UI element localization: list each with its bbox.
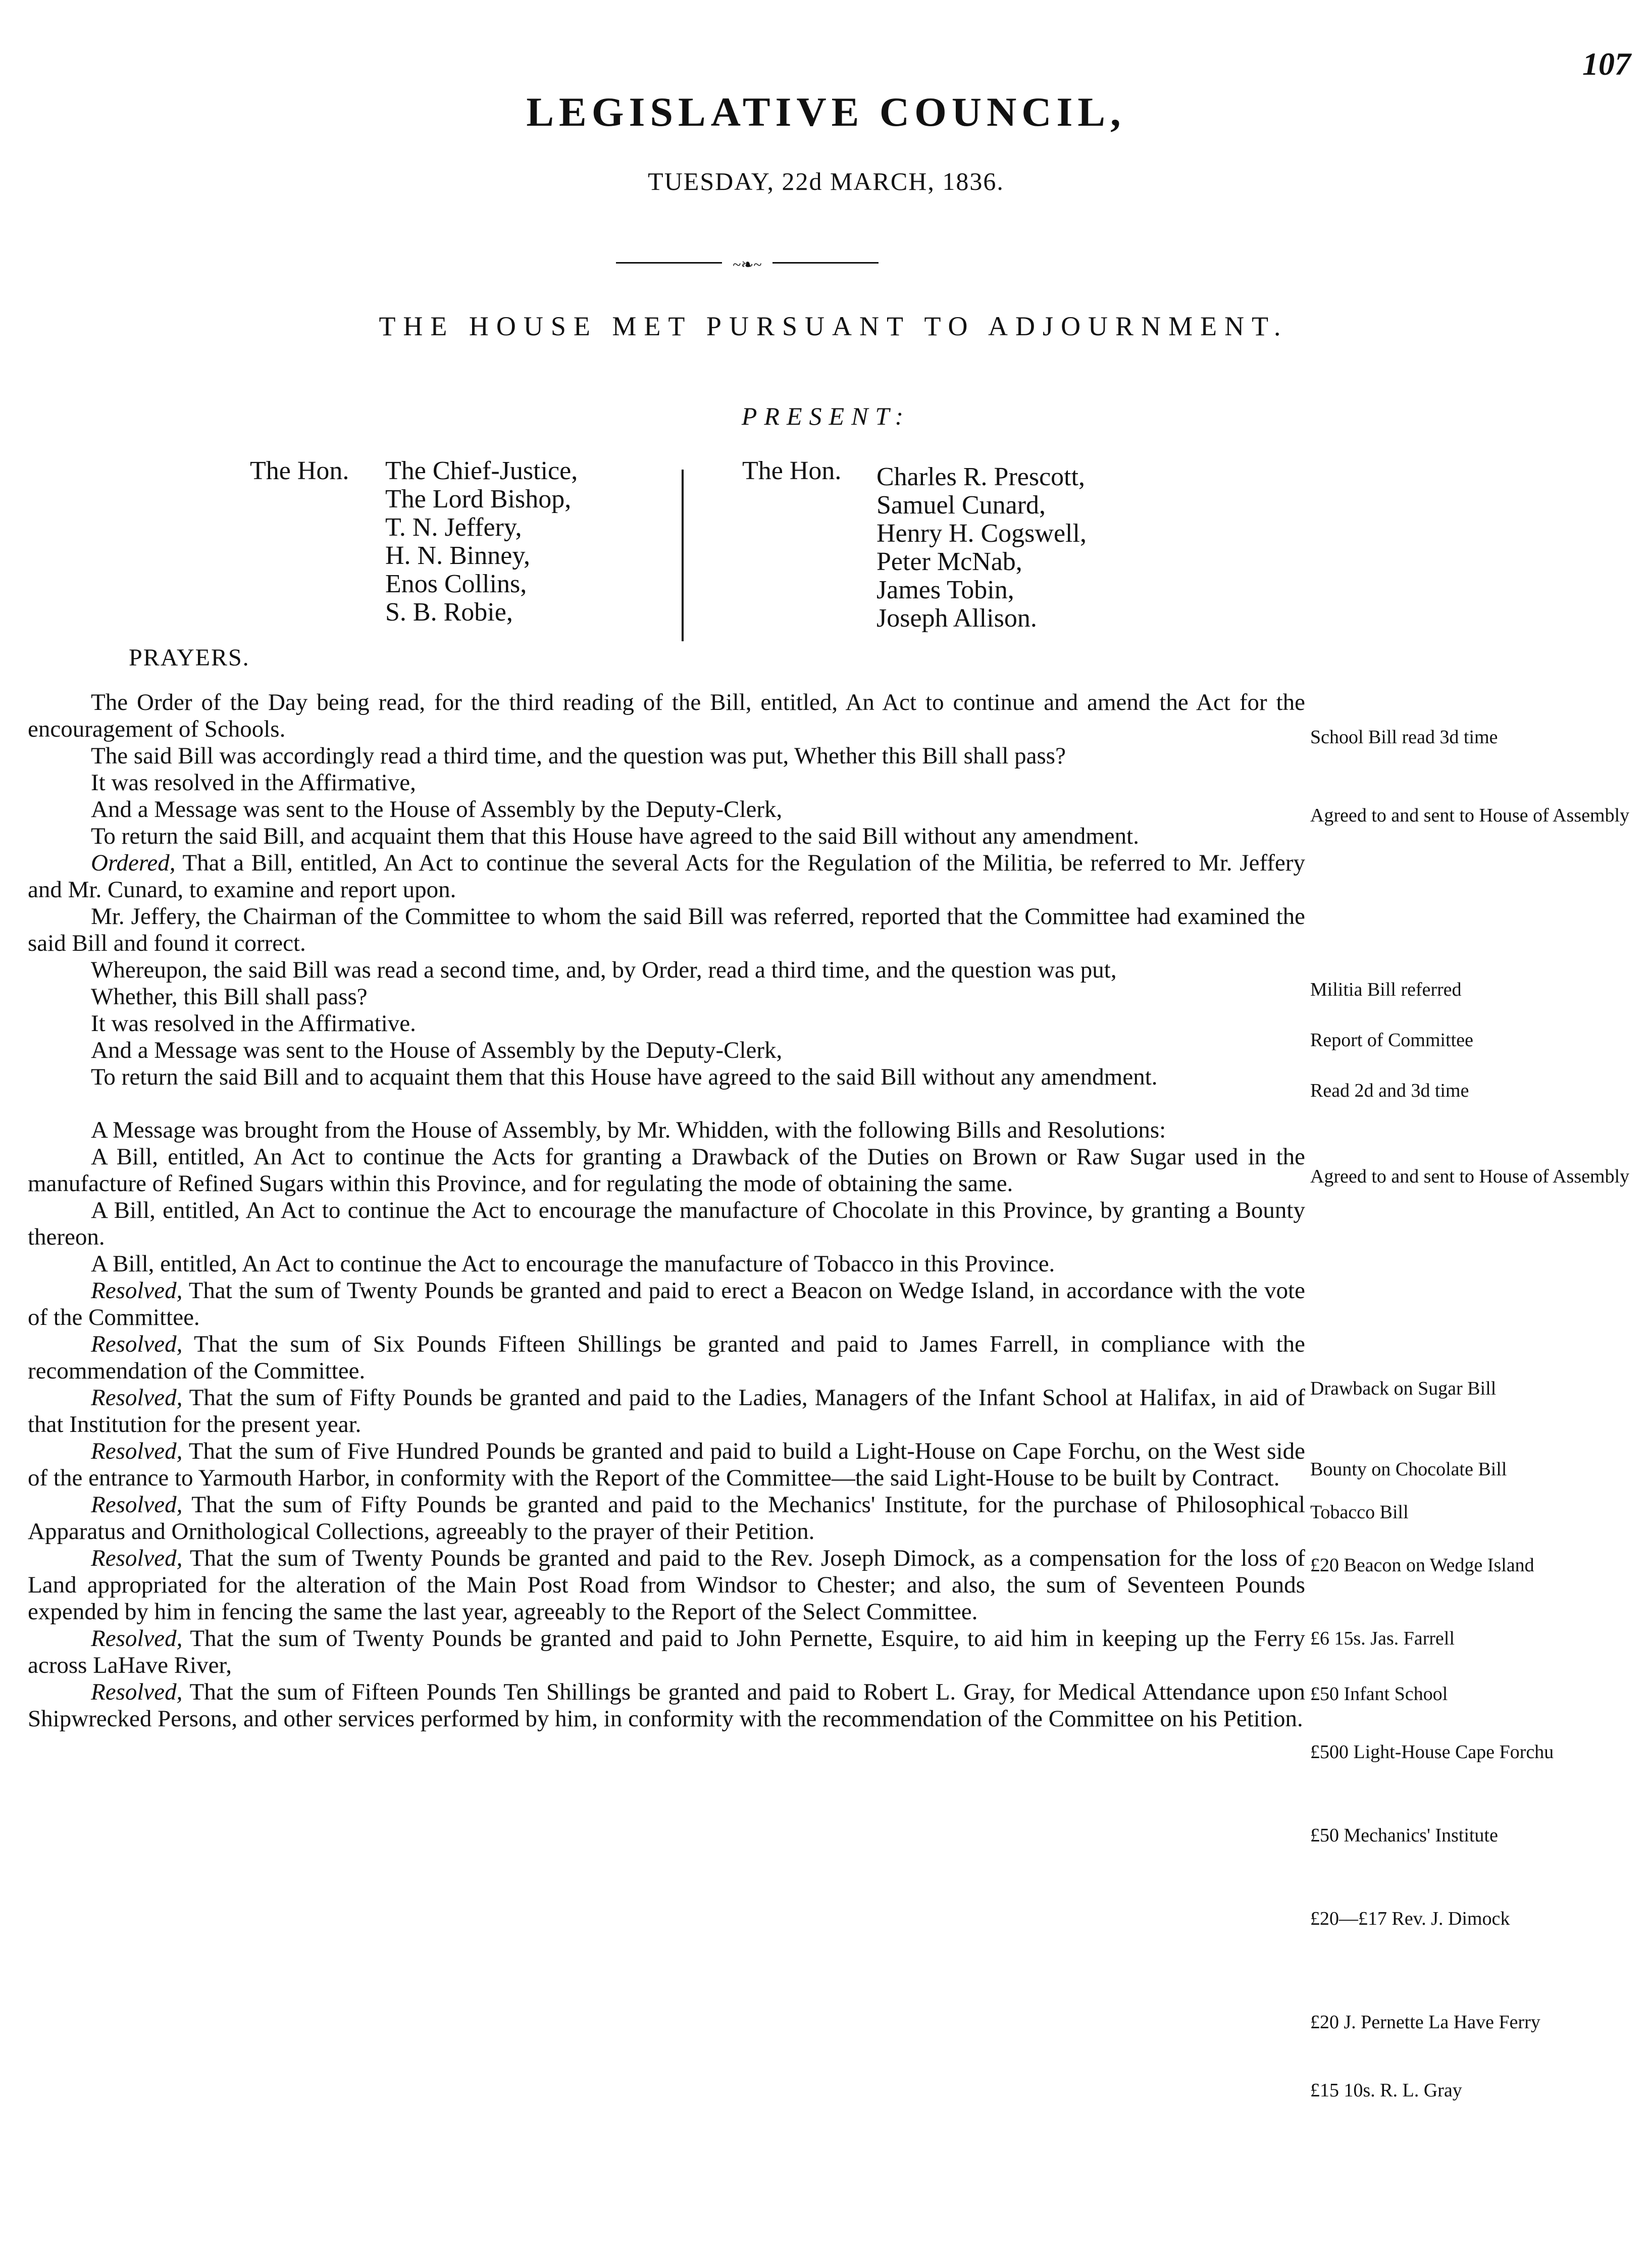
paragraph: A Bill, entitled, An Act to continue the Act to encourage the manufacture of Chocolate in this Province, by granting a Bounty thereon. xyxy=(28,1197,1305,1250)
margin-note: Tobacco Bill xyxy=(1310,1502,1409,1523)
paragraph: Resolved, That the sum of Twenty Pounds be granted and paid to erect a Beacon on Wedge Island, in accordance with the vote of the Committee. xyxy=(28,1277,1305,1330)
margin-note: £20 Beacon on Wedge Island xyxy=(1310,1555,1534,1576)
paragraph: Resolved, That the sum of Twenty Pounds be granted and paid to John Pernette, Esquire, to aid him in keeping up the Ferry across LaHave River, xyxy=(28,1625,1305,1678)
margin-note: Bounty on Chocolate Bill xyxy=(1310,1459,1507,1480)
member-name: Peter McNab, xyxy=(876,547,1022,576)
paragraph: And a Message was sent to the House of Assembly by the Deputy-Clerk, xyxy=(91,796,783,823)
margin-note: Report of Committee xyxy=(1310,1030,1473,1051)
paragraph: To return the said Bill and to acquaint them that this House have agreed to the said Bill without any amendment. xyxy=(91,1064,1158,1090)
ornament-line-right xyxy=(772,262,879,264)
paragraph: A Bill, entitled, An Act to continue the Acts for granting a Drawback of the Duties on Brown or Raw Sugar used in the manufacture of Refined Sugars within this Province, and for regulating the mode of obtaining the same. xyxy=(28,1144,1305,1197)
member-name: The Chief-Justice, xyxy=(385,456,578,485)
paragraph: Resolved, That the sum of Fifty Pounds be granted and paid to the Mechanics' Institute, for the purchase of Philosophical Apparatus and Ornithological Collections, agreeably to the prayer of their Petition. xyxy=(28,1492,1305,1545)
council-title: LEGISLATIVE COUNCIL, xyxy=(526,89,1126,135)
proceedings-body xyxy=(28,689,1305,1732)
paragraph: Resolved, That the sum of Six Pounds Fifteen Shillings be granted and paid to James Farrell, in compliance with the recommendation of the Committee. xyxy=(28,1331,1305,1384)
paragraph: Mr. Jeffery, the Chairman of the Committee to whom the said Bill was referred, reported that the Committee had examined the said Bill and found it correct. xyxy=(28,903,1305,956)
member-name: Henry H. Cogswell, xyxy=(876,519,1087,548)
member-name: James Tobin, xyxy=(876,576,1014,604)
honorific: The Hon. xyxy=(250,456,349,485)
member-names xyxy=(385,457,578,627)
paragraph: Resolved, That the sum of Fifteen Pounds Ten Shillings be granted and paid to Robert L. Gray, for Medical Attendance upon Shipwrecked Persons, and other services performed by him, in conformity with the recommendation of the Committee on his Petition. xyxy=(28,1679,1305,1732)
ornament-flourish-icon: ~❧~ xyxy=(733,256,762,273)
margin-note: £20 J. Pernette La Have Ferry xyxy=(1310,2012,1540,2033)
paragraph: Resolved, That the sum of Five Hundred Pounds be granted and paid to build a Light-House on Cape Forchu, on the West side of the entrance to Yarmouth Harbor, in conformity with the Report of the Committee—the said Light-House to be built by Contract. xyxy=(28,1438,1305,1491)
member-name: Samuel Cunard, xyxy=(876,491,1046,520)
section-heading: THE HOUSE MET PURSUANT TO ADJOURNMENT. xyxy=(379,311,1288,341)
paragraph: Resolved, That the sum of Twenty Pounds be granted and paid to the Rev. Joseph Dimock, as a compensation for the loss of Land appropriated for the alteration of the Main Post Road from Windsor to Chester; and also, the sum of Seventeen Pounds expended by him in fencing the same the last year, agreeably to the Report of the Select Committee. xyxy=(28,1545,1305,1625)
margin-note: Militia Bill referred xyxy=(1310,979,1462,1000)
member-name: Joseph Allison. xyxy=(876,604,1037,633)
member-name: The Lord Bishop, xyxy=(385,485,572,514)
prayers-heading: PRAYERS. xyxy=(129,644,250,671)
members-divider xyxy=(682,470,684,641)
margin-note: Read 2d and 3d time xyxy=(1310,1080,1469,1101)
ornament-line-left xyxy=(616,262,722,264)
paragraph: A Message was brought from the House of Assembly, by Mr. Whidden, with the following Bills and Resolutions: xyxy=(91,1117,1166,1143)
member-name: H. N. Binney, xyxy=(385,541,530,570)
paragraph: Whereupon, the said Bill was read a second time, and, by Order, read a third time, and the question was put, xyxy=(91,957,1117,983)
paragraph: To return the said Bill, and acquaint them that this House have agreed to the said Bill without any amendment. xyxy=(91,823,1139,849)
margin-note: £50 Mechanics' Institute xyxy=(1310,1825,1498,1846)
honorific: The Hon. xyxy=(742,456,842,485)
member-name: S. B. Robie, xyxy=(385,598,513,627)
page-number: 107 xyxy=(1582,46,1631,82)
margin-note: Agreed to and sent to House of Assembly xyxy=(1310,805,1630,826)
paragraph: It was resolved in the Affirmative, xyxy=(91,769,416,796)
margin-note: £15 10s. R. L. Gray xyxy=(1310,2080,1462,2101)
paragraph: Ordered, That a Bill, entitled, An Act to continue the several Acts for the Regulation of the Militia, be referred to Mr. Jeffery and Mr. Cunard, to examine and report upon. xyxy=(28,850,1305,903)
margin-note: £50 Infant School xyxy=(1310,1683,1448,1705)
margin-note: Agreed to and sent to House of Assembly xyxy=(1310,1166,1630,1187)
margin-note: £20—£17 Rev. J. Dimock xyxy=(1310,1908,1510,1929)
margin-note: Drawback on Sugar Bill xyxy=(1310,1378,1496,1399)
paragraph: A Bill, entitled, An Act to continue the Act to encourage the manufacture of Tobacco in this Province. xyxy=(91,1251,1055,1277)
margin-note: £6 15s. Jas. Farrell xyxy=(1310,1628,1455,1649)
present-label: PRESENT: xyxy=(741,402,911,430)
member-name: Enos Collins, xyxy=(385,570,527,598)
paragraph: The Order of the Day being read, for the third reading of the Bill, entitled, An Act to continue and amend the Act for the encouragement of Schools. xyxy=(28,689,1305,742)
margin-note: School Bill read 3d time xyxy=(1310,727,1498,748)
ornament-divider xyxy=(616,255,879,273)
paragraph: It was resolved in the Affirmative. xyxy=(91,1010,416,1037)
session-date: TUESDAY, 22d MARCH, 1836. xyxy=(648,167,1004,195)
margin-note: £500 Light-House Cape Forchu xyxy=(1310,1741,1554,1763)
member-name: Charles R. Prescott, xyxy=(876,463,1086,491)
member-names xyxy=(876,463,1087,633)
paragraph: And a Message was sent to the House of Assembly by the Deputy-Clerk, xyxy=(91,1037,783,1063)
paragraph: Resolved, That the sum of Fifty Pounds be granted and paid to the Ladies, Managers of the Infant School at Halifax, in aid of that Institution for the present year. xyxy=(28,1384,1305,1438)
paragraph: The said Bill was accordingly read a third time, and the question was put, Whether this Bill shall pass? xyxy=(91,743,1066,769)
paragraph: Whether, this Bill shall pass? xyxy=(91,984,368,1010)
member-name: T. N. Jeffery, xyxy=(385,513,522,542)
